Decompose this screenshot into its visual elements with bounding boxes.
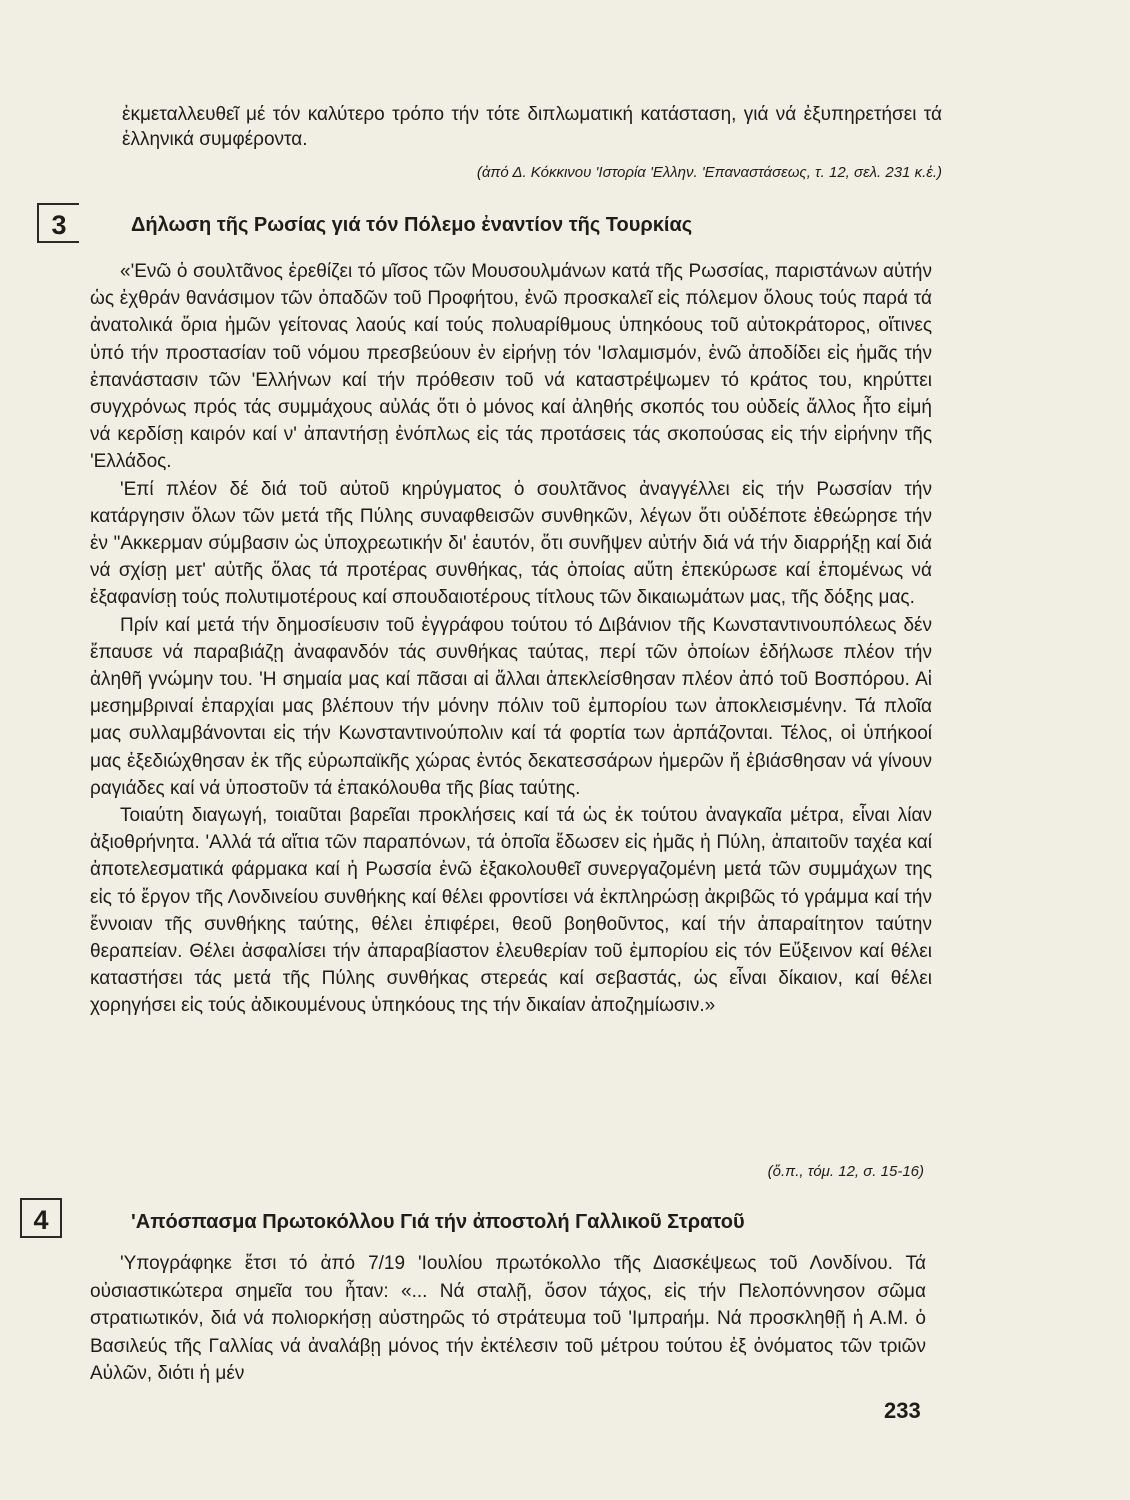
paragraph: Τοιαύτη διαγωγή, τοιαῦται βαρεῖαι προκλήσεις καί τά ὡς ἐκ τούτου ἀναγκαῖα μέτρα, εἶναι λίαν ἀξιοθρήνητα. 'Αλλά τά αἴτια τῶν παραπόνων, τά ὁποῖα ἔδωσεν εἰς ἡμᾶς ἡ Πύλη, ἀπαιτοῦν ταχέα καί ἀποτελεσματικά φάρμακα καί ἡ Ρωσσία ἐνῶ ἐξακολουθεῖ συνεργαζομένη μετά τῶν συμμάχων της εἰς τό ἔργον τῆς Λονδινείου συνθήκης καί θέλει φροντίσει νά ἐκπληρώσῃ ἀκριβῶς τό γράμμα καί τήν ἔννοιαν τῆς συνθήκης ταύτης, θέλει ἐπιφέρει, θεοῦ βοηθοῦντος, καί τήν ἀπαραίτητον ταύτην θεραπείαν. Θέλει ἀσφαλίσει τήν ἀπαραβίαστον ἐλευθερίαν τοῦ ἐμπορίου εἰς τόν Εὔξεινον καί θέλει καταστήσει τάς μετά τῆς Πύλης συνθήκας στερεάς καί σεβαστάς, ὡς εἶναι δίκαιον, καί θέλει χορηγήσει εἰς τούς ἀδικουμένους ὑπηκόους της τήν δικαίαν ἀποζημίωσιν.»	[90, 805, 932, 1017]
document-number-box: 4	[20, 1198, 62, 1238]
paragraph: Πρίν καί μετά τήν δημοσίευσιν τοῦ ἐγγράφου τούτου τό Διβάνιον τῆς Κωνσταντινουπόλεως δέν ἔπαυσε νά παραβιάζῃ ἀναφανδόν τάς συνθήκας ταύτας, περί τῶν ὁποίων ἐδήλωσε πλέον τήν ἀληθῆ γνώμην του. 'Η σημαία μας καί πᾶσαι αἱ ἄλλαι ἀπεκλείσθησαν πλέον ἀπό τοῦ Βοσπόρου. Αἱ μεσημβριναί ἐπαρχίαι μας βλέπουν τήν μόνην πόλιν τοῦ ἐμπορίου των ἀποκλεισμένην. Τά πλοῖα μας συλλαμβάνονται εἰς τήν Κωνσταντινούπολιν καί τά φορτία των ἁρπάζονται. Τέλος, οἱ ὑπήκοοί μας ἐξεδιώχθησαν ἐκ τῆς εὐρωπαϊκῆς χώρας ἐντός δεκατεσσάρων ἡμερῶν ἤ ἐβιάσθησαν νά γίνουν ραγιάδες καί νά ὑποστοῦν τά ἐπακόλουθα τῆς βίας ταύτης.	[90, 614, 932, 799]
document-body	[90, 1250, 926, 1388]
paragraph: 'Επί πλέον δέ διά τοῦ αὐτοῦ κηρύγματος ὁ σουλτᾶνος ἀναγγέλλει εἰς τήν Ρωσσίαν τήν κατάργησιν ὅλων τῶν μετά τῆς Πύλης συναφθεισῶν συνθηκῶν, λέγων ὅτι οὐδέποτε ἐθεώρησε τήν ἐν "Ακκερμαν σύμβασιν ὡς ὑποχρεωτικήν δι' ἑαυτόν, ὅτι συνῆψεν αὐτήν διά νά τήν διαρρήξῃ καί διά νά σχίσῃ μετ' αὐτῆς ὅλας τά προτέρας συνθήκας, τάς ὁποίας αὔτη ἐπεκύρωσε καί ἑπομένως νά ἐξαφανίσῃ τούς πολυτιμοτέρους καί σπουδαιοτέρους τίτλους τῶν δικαιωμάτων μας, τῆς δόξης μας.	[90, 478, 932, 609]
document-citation: (ὅ.π., τόμ. 12, σ. 15-16)	[767, 1163, 924, 1180]
document-title: 'Απόσπασμα Πρωτοκόλλου Γιά τήν ἀποστολή Γαλλικοῦ Στρατοῦ	[131, 1211, 745, 1233]
intro-citation: (ἀπό Δ. Κόκκινου 'Ιστορία 'Ελλην. 'Επαναστάσεως, τ. 12, σελ. 231 κ.ἑ.)	[476, 164, 942, 181]
document-body	[90, 258, 932, 1020]
document-number-box: 3	[37, 203, 79, 243]
paragraph: «'Ενῶ ὁ σουλτᾶνος ἐρεθίζει τό μῖσος τῶν Μουσουλμάνων κατά τῆς Ρωσσίας, παριστάνων αὐτήν ὡς ἐχθράν θανάσιμον τῶν ὀπαδῶν τοῦ Προφήτου, ἐνῶ προσκαλεῖ εἰς πόλεμον ὅλους τούς παρά τά ἀνατολικά ὅρια ἡμῶν γείτονας λαούς καί τούς πολυαρίθμους ὑπηκόους τοῦ αὐτοκράτορος, οἵτινες ὑπό τήν προστασίαν τοῦ νόμου πρεσβεύουν ἐν εἰρήνῃ τόν 'Ισλαμισμόν, ἐνῶ ἀποδίδει εἰς ἡμᾶς τήν ἐπανάστασιν τῶν 'Ελλήνων καί τήν πρόθεσιν τοῦ νά καταστρέψωμεν τό κράτος του, κηρύττει συγχρόνως πρός τάς συμμάχους αὐλάς ὅτι ὁ μόνος καί ἀληθής σκοπός του οὐδείς ἄλλος ἦτο εἰμή νά κερδίσῃ καιρόν καί ν' ἀπαντήσῃ ἐνόπλως εἰς τάς προτάσεις τάς σκοπούσας εἰς τήν εἰρήνην τῆς 'Ελλάδος.	[90, 261, 932, 473]
intro-passage	[122, 102, 942, 185]
document-title: Δήλωση τῆς Ρωσίας γιά τόν Πόλεμο ἐναντίον τῆς Τουρκίας	[131, 214, 693, 236]
page-number: 233	[884, 1398, 921, 1423]
intro-text: ἐκμεταλλευθεῖ μέ τόν καλύτερο τρόπο τήν τότε διπλωματική κατάσταση, γιά νά ἐξυπηρετήσει τά ἑλληνικά συμφέροντα.	[122, 104, 942, 150]
paragraph: 'Υπογράφηκε ἔτσι τό ἀπό 7/19 'Ιουλίου πρωτόκολλο τῆς Διασκέψεως τοῦ Λονδίνου. Τά οὐσιαστικώτερα σημεῖα του ἦταν: «... Νά σταλῇ, ὅσον τάχος, εἰς τήν Πελοπόννησον σῶμα στρατιωτικόν, διά νά πολιορκήσῃ αὐστηρῶς τό στράτευμα τοῦ 'Ιμπραήμ. Νά προσκληθῇ ἡ Α.Μ. ὁ Βασιλεύς τῆς Γαλλίας νά ἀναλάβῃ μόνος τήν ἐκτέλεσιν τοῦ μέτρου τούτου ἐξ ὀνόματος τῶν τριῶν Αὐλῶν, διότι ἡ μέν	[90, 1253, 926, 1384]
